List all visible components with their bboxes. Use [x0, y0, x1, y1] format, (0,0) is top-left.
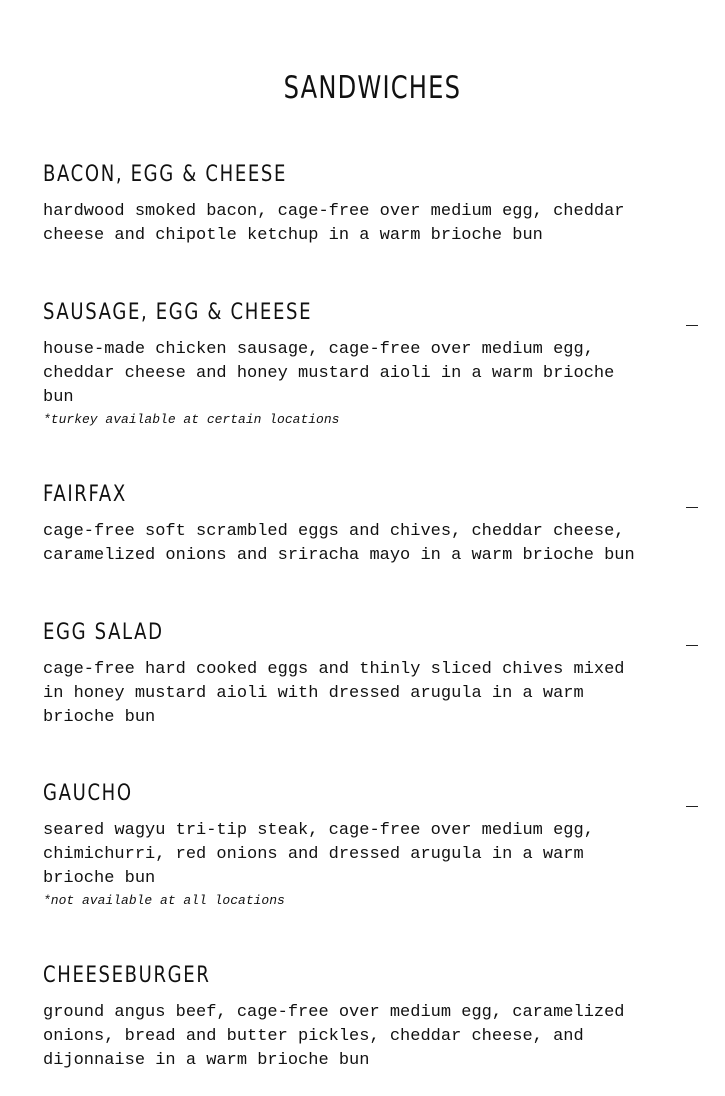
menu-item-description: seared wagyu tri-tip steak, cage-free over medium egg, chimichurri, red onions and dressed arugula in a warm brioche bun: [43, 821, 594, 888]
divider-mark: [686, 325, 698, 326]
menu-item-name: FAIRFAX: [43, 482, 127, 507]
menu-item-description: cage-free hard cooked eggs and thinly sliced chives mixed in honey mustard aioli with dressed arugula in a warm brioche bun: [43, 660, 625, 727]
menu-item-description: cage-free soft scrambled eggs and chives, cheddar cheese, caramelized onions and sriracha mayo in a warm brioche bun: [43, 522, 635, 565]
menu-item-name: BACON, EGG & CHEESE: [43, 162, 288, 187]
divider-mark: [686, 645, 698, 646]
divider-mark: [686, 806, 698, 807]
menu-item-name: CHEESEBURGER: [43, 963, 211, 988]
section-title: SANDWICHES: [283, 70, 462, 106]
menu-item-description: house-made chicken sausage, cage-free over medium egg, cheddar cheese and honey mustard aioli in a warm brioche bun: [43, 340, 615, 407]
menu-item-name: GAUCHO: [43, 781, 133, 806]
menu-item-name: SAUSAGE, EGG & CHEESE: [43, 300, 313, 325]
menu-item-description: ground angus beef, cage-free over medium egg, caramelized onions, bread and butter pickles, cheddar cheese, and dijonnaise in a warm brioche bun: [43, 1003, 625, 1070]
menu-item-fairfax: [43, 482, 643, 568]
menu-item-name: EGG SALAD: [43, 620, 164, 645]
menu-item-gaucho: [43, 781, 643, 909]
menu-item-cheeseburger: [43, 963, 643, 1073]
menu-item-egg-salad: [43, 620, 643, 730]
menu-item-note: *not available at all locations: [43, 893, 285, 908]
menu-item-bacon-egg-cheese: [43, 162, 643, 248]
divider-mark: [686, 507, 698, 508]
menu-item-sausage-egg-cheese: [43, 300, 643, 428]
menu-item-note: *turkey available at certain locations: [43, 412, 340, 427]
menu-item-description: hardwood smoked bacon, cage-free over medium egg, cheddar cheese and chipotle ketchup in a warm brioche bun: [43, 202, 625, 245]
